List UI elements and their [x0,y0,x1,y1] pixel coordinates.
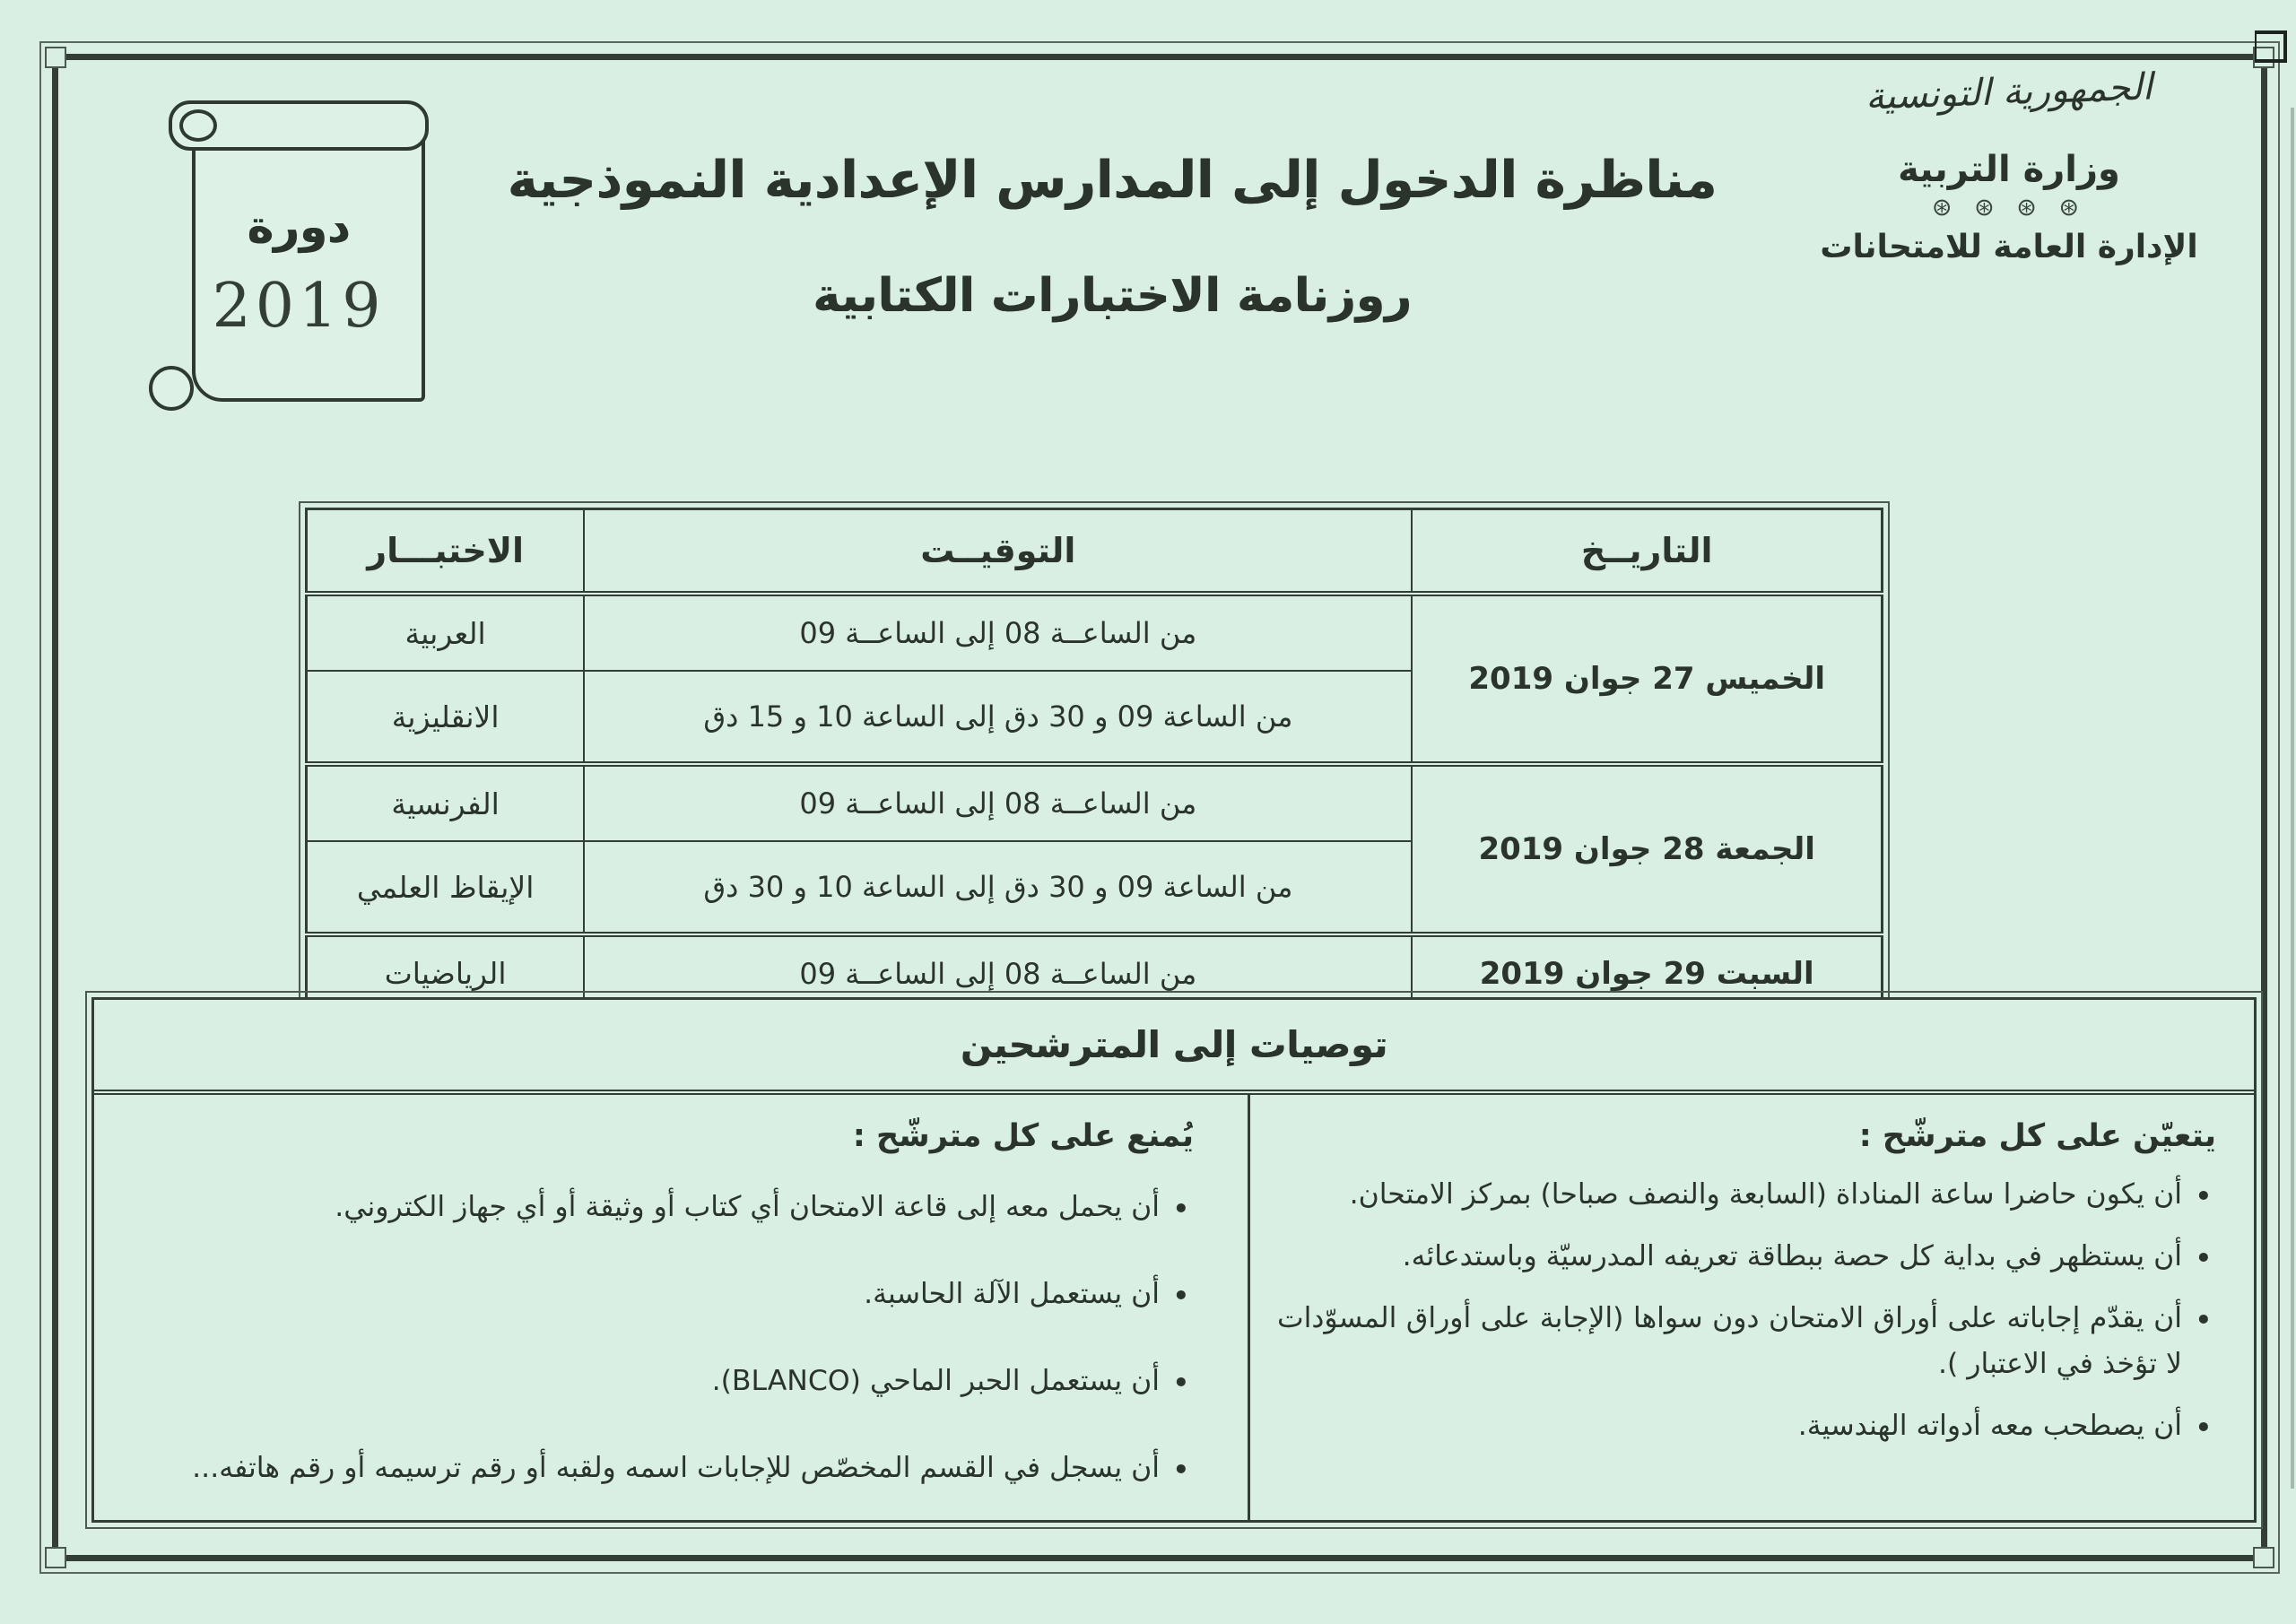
list-item: • أن يستعمل الآلة الحاسبة. [121,1272,1194,1317]
table-header-row [307,509,1883,595]
time-cell: من الساعــة 08 إلى الساعــة 09 [584,934,1412,1012]
time-cell: من الساعة 09 و 30 دق إلى الساعة 10 و 15 دق [584,671,1412,764]
rosette-ornament-icon: ⊛ ⊛ ⊛ ⊛ [1931,194,2087,221]
scroll-body [192,135,425,402]
time-cell: من الساعة 09 و 30 دق إلى الساعة 10 و 30 دق [584,841,1412,934]
required-heading: يتعيّن على كل مترشّح : [1858,1118,2216,1154]
list-item: • أن يقدّم إجاباته على أوراق الامتحان دون سواها (الإجابة على أوراق المسوّدات لا تؤخذ في الاعتبار ). [1277,1296,2216,1387]
exam-schedule-table [305,508,1883,1013]
title-line-2: روزنامة الاختبارات الكتابية [813,269,1412,323]
required-list [1277,1172,2216,1449]
session-scroll-badge [169,100,429,416]
date-cell: الخميس 27 جوان 2019 [1412,594,1882,764]
department-name: الإدارة العامة للامتحانات [1820,229,2198,265]
title-line-1: مناظرة الدخول إلى المدارس الإعدادية النموذجية [507,151,1718,210]
scan-edge-shadow [2291,108,2294,1489]
subject-cell: الرياضيات [307,934,585,1012]
recommendations-box [91,997,2257,1523]
subject-cell: الإيقاظ العلمي [307,841,585,934]
date-cell: الجمعة 28 جوان 2019 [1412,764,1882,934]
document-title [502,151,1722,323]
time-cell: من الساعــة 08 إلى الساعــة 09 [584,594,1412,671]
list-item: • أن يكون حاضرا ساعة المناداة (السابعة والنصف صباحا) بمركز الامتحان. [1277,1172,2216,1218]
recommendations-columns [94,1095,2254,1523]
frame-corner-ornament [45,47,66,68]
subject-cell: الفرنسية [307,764,585,841]
subject-cell: الانقليزية [307,671,585,764]
date-column-header: التاريــخ [1412,509,1882,595]
forbidden-list [121,1185,1194,1491]
forbidden-heading: يُمنع على كل مترشّح : [852,1118,1194,1154]
session-year: 2019 [212,271,386,342]
list-item: • أن يستظهر في بداية كل حصة ببطاقة تعريفه المدرسيّة وباستدعائه. [1277,1234,2216,1280]
government-header [1812,65,2206,265]
list-item: • أن يحمل معه إلى قاعة الامتحان أي كتاب أو وثيقة أو أي جهاز الكتروني. [121,1185,1194,1230]
list-item: • أن يسجل في القسم المخصّص للإجابات اسمه ولقبه أو رقم ترسيمه أو رقم هاتفه... [121,1446,1194,1491]
subject-cell: العربية [307,594,585,671]
table-row [307,594,1883,671]
ministry-name: وزارة التربية [1898,149,2120,190]
subject-column-header: الاختبـــار [307,509,585,595]
scroll-bottom-curl-icon [149,366,194,411]
recommendations-title: توصيات إلى المترشحين [94,1000,2254,1095]
required-column [1248,1095,2254,1523]
schedule-table-container [305,508,1883,1013]
scan-artifact-mark [2255,30,2287,63]
forbidden-column [94,1095,1248,1523]
date-cell: السبت 29 جوان 2019 [1412,934,1882,1012]
session-label: دورة [247,201,351,253]
republic-name: الجمهورية التونسية [1865,65,2153,118]
table-row [307,764,1883,841]
list-item: • أن يصطحب معه أدواته الهندسية. [1277,1403,2216,1449]
time-cell: من الساعــة 08 إلى الساعــة 09 [584,764,1412,841]
frame-corner-ornament [2253,1547,2274,1568]
frame-corner-ornament [45,1547,66,1568]
list-item: • أن يستعمل الحبر الماحي (BLANCO). [121,1359,1194,1404]
time-column-header: التوقيــت [584,509,1412,595]
scroll-top-curl-icon [179,109,217,142]
